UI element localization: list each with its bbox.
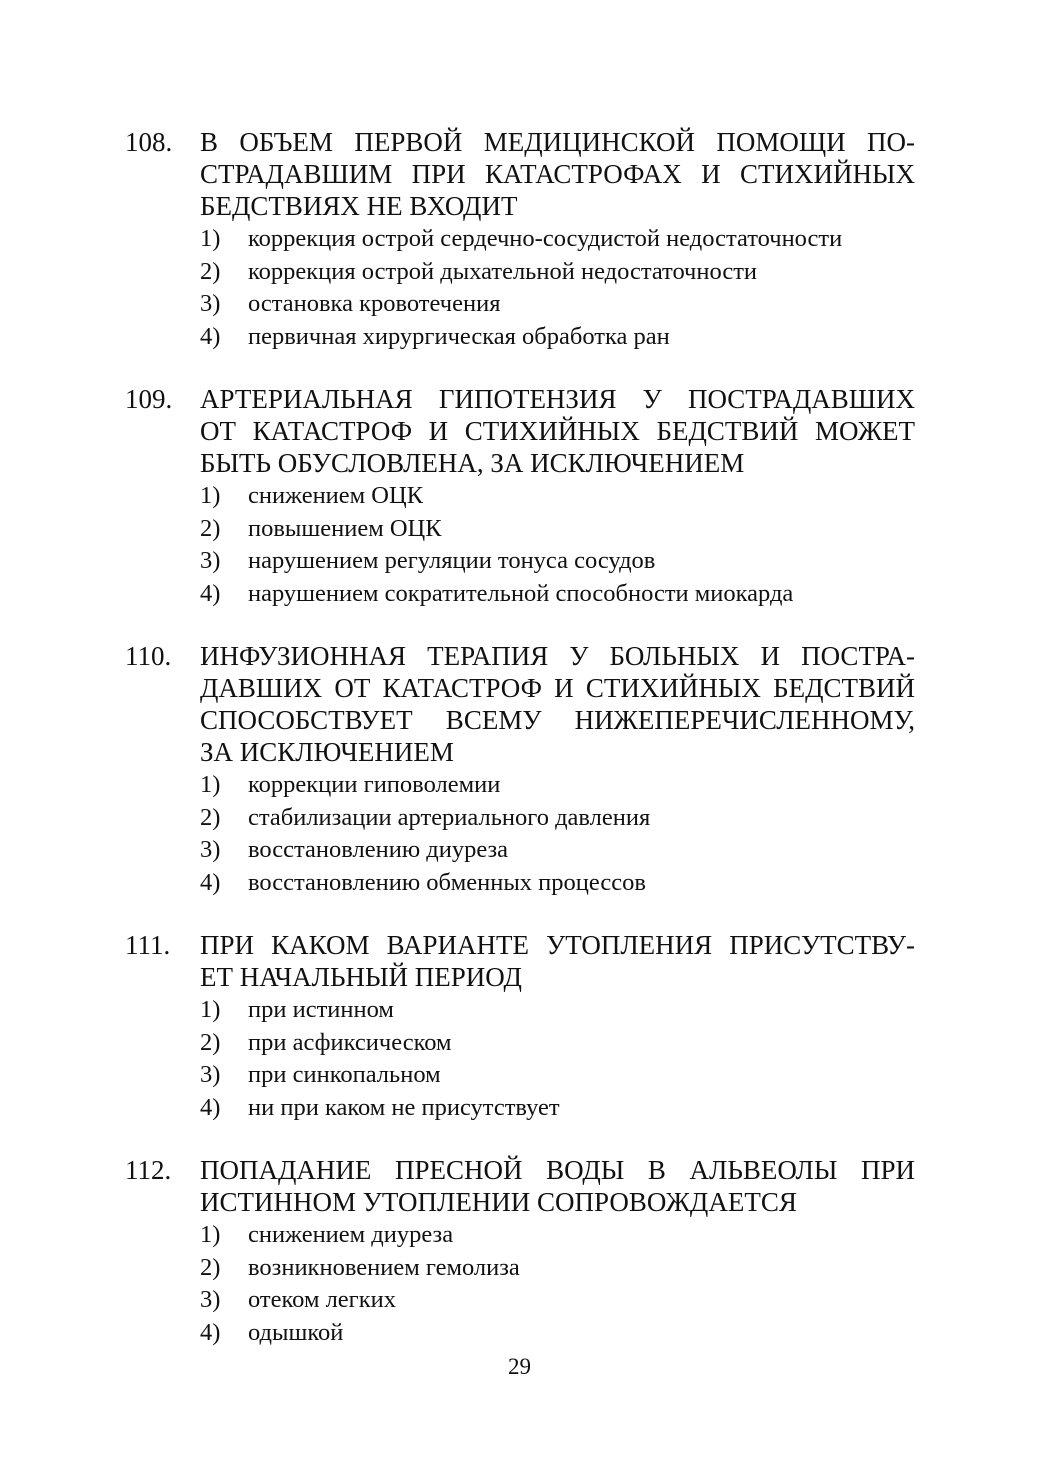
answer-option xyxy=(125,834,915,867)
question-text-line: ОТ КАТАСТРОФ И СТИХИЙНЫХ БЕДСТВИЙ МОЖЕТ xyxy=(200,416,915,446)
question-text-line: БЫТЬ ОБУСЛОВЛЕНА, ЗА ИСКЛЮЧЕНИЕМ xyxy=(200,448,745,478)
option-text: ни при каком не присутствует xyxy=(248,1093,560,1121)
answer-options xyxy=(125,769,915,899)
answer-option xyxy=(125,513,915,546)
option-text: восстановлению диуреза xyxy=(248,836,509,863)
question-text-line: СПОСОБСТВУЕТ ВСЕМУ НИЖЕПЕРЕЧИСЛЕННОМУ, xyxy=(200,705,915,735)
question-header xyxy=(125,929,915,993)
answer-option xyxy=(125,769,915,802)
option-number: 1) xyxy=(200,996,221,1023)
question-text xyxy=(200,1154,915,1218)
option-number: 1) xyxy=(200,1221,221,1248)
question-text-line: СТРАДАВШИМ ПРИ КАТАСТРОФАХ И СТИХИЙНЫХ xyxy=(200,159,915,189)
answer-option xyxy=(125,994,915,1027)
answer-option xyxy=(125,578,915,611)
answer-option xyxy=(125,545,915,578)
answer-option xyxy=(125,1317,915,1350)
option-number: 4) xyxy=(200,868,221,896)
option-text: нарушением сократительной способности миокарда xyxy=(248,579,794,607)
question-text-line: ИНФУЗИОННАЯ ТЕРАПИЯ У БОЛЬНЫХ И ПОСТРА- xyxy=(200,641,915,671)
option-number: 2) xyxy=(200,1028,221,1056)
option-text: одышкой xyxy=(248,1318,344,1346)
question-text xyxy=(200,929,915,993)
question-header xyxy=(125,126,915,222)
question-text xyxy=(200,383,915,479)
option-number: 3) xyxy=(200,290,221,317)
option-number: 2) xyxy=(200,1253,221,1281)
question-number: 109. xyxy=(125,384,173,414)
option-text: возникновением гемолиза xyxy=(248,1253,520,1281)
option-text: снижением ОЦК xyxy=(248,482,424,509)
answer-option xyxy=(125,1284,915,1317)
option-number: 2) xyxy=(200,514,221,542)
question-text xyxy=(200,640,915,768)
answer-option xyxy=(125,321,915,354)
answer-option xyxy=(125,256,915,289)
option-number: 2) xyxy=(200,257,221,285)
answer-option xyxy=(125,867,915,900)
question-text-line: ПРИ КАКОМ ВАРИАНТЕ УТОПЛЕНИЯ ПРИСУТСТВУ- xyxy=(200,930,915,960)
answer-option xyxy=(125,1252,915,1285)
option-text: отеком легких xyxy=(248,1286,396,1313)
option-number: 4) xyxy=(200,1093,221,1121)
option-number: 2) xyxy=(200,803,221,831)
option-text: нарушением регуляции тонуса сосудов xyxy=(248,547,656,574)
option-number: 1) xyxy=(200,225,221,252)
question-number: 108. xyxy=(125,127,173,157)
question-text-line: АРТЕРИАЛЬНАЯ ГИПОТЕНЗИЯ У ПОСТРАДАВШИХ xyxy=(200,384,915,414)
answer-option xyxy=(125,288,915,321)
question-112 xyxy=(125,1154,915,1349)
option-text: остановка кровотечения xyxy=(248,290,501,317)
answer-option xyxy=(125,223,915,256)
option-text: коррекции гиповолемии xyxy=(248,771,501,798)
option-text: первичная хирургическая обработка ран xyxy=(248,322,670,350)
option-number: 3) xyxy=(200,1286,221,1313)
option-number: 1) xyxy=(200,771,221,798)
option-number: 4) xyxy=(200,322,221,350)
question-111 xyxy=(125,929,915,1124)
option-number: 1) xyxy=(200,482,221,509)
question-109 xyxy=(125,383,915,610)
question-text-line: ЕТ НАЧАЛЬНЫЙ ПЕРИОД xyxy=(200,962,522,992)
question-number: 111. xyxy=(125,930,171,960)
answer-options xyxy=(125,1219,915,1349)
option-text: стабилизации артериального давления xyxy=(248,803,651,831)
question-text-line: ДАВШИХ ОТ КАТАСТРОФ И СТИХИЙНЫХ БЕДСТВИЙ xyxy=(200,673,915,703)
question-number: 112. xyxy=(125,1155,172,1185)
option-number: 3) xyxy=(200,547,221,574)
option-number: 4) xyxy=(200,579,221,607)
option-text: восстановлению обменных процессов xyxy=(248,868,646,896)
option-number: 3) xyxy=(200,1061,221,1088)
answer-options xyxy=(125,480,915,610)
answer-option xyxy=(125,1059,915,1092)
question-text-line: БЕДСТВИЯХ НЕ ВХОДИТ xyxy=(200,191,518,221)
option-text: снижением диуреза xyxy=(248,1221,454,1248)
answer-options xyxy=(125,994,915,1124)
question-header xyxy=(125,1154,915,1218)
question-text-line: ЗА ИСКЛЮЧЕНИЕМ xyxy=(200,737,454,767)
page-number: 29 xyxy=(508,1354,531,1379)
question-110 xyxy=(125,640,915,899)
answer-options xyxy=(125,223,915,353)
answer-option xyxy=(125,480,915,513)
option-text: при асфиксическом xyxy=(248,1028,452,1056)
question-header xyxy=(125,640,915,768)
question-text xyxy=(200,126,915,222)
answer-option xyxy=(125,1092,915,1125)
answer-option xyxy=(125,802,915,835)
option-text: повышением ОЦК xyxy=(248,514,442,542)
answer-option xyxy=(125,1219,915,1252)
option-text: коррекция острой сердечно-сосудистой недостаточности xyxy=(248,225,843,252)
question-text-line: ИСТИННОМ УТОПЛЕНИИ СОПРОВОЖДАЕТСЯ xyxy=(200,1187,797,1217)
question-108 xyxy=(125,126,915,353)
option-text: коррекция острой дыхательной недостаточности xyxy=(248,257,758,285)
option-text: при истинном xyxy=(248,996,394,1023)
question-number: 110. xyxy=(125,641,172,671)
question-text-line: В ОБЪЕМ ПЕРВОЙ МЕДИЦИНСКОЙ ПОМОЩИ ПО- xyxy=(200,127,915,157)
option-text: при синкопальном xyxy=(248,1061,441,1088)
answer-option xyxy=(125,1027,915,1060)
question-header xyxy=(125,383,915,479)
question-text-line: ПОПАДАНИЕ ПРЕСНОЙ ВОДЫ В АЛЬВЕОЛЫ ПРИ xyxy=(200,1155,915,1185)
option-number: 3) xyxy=(200,836,221,863)
option-number: 4) xyxy=(200,1318,221,1346)
